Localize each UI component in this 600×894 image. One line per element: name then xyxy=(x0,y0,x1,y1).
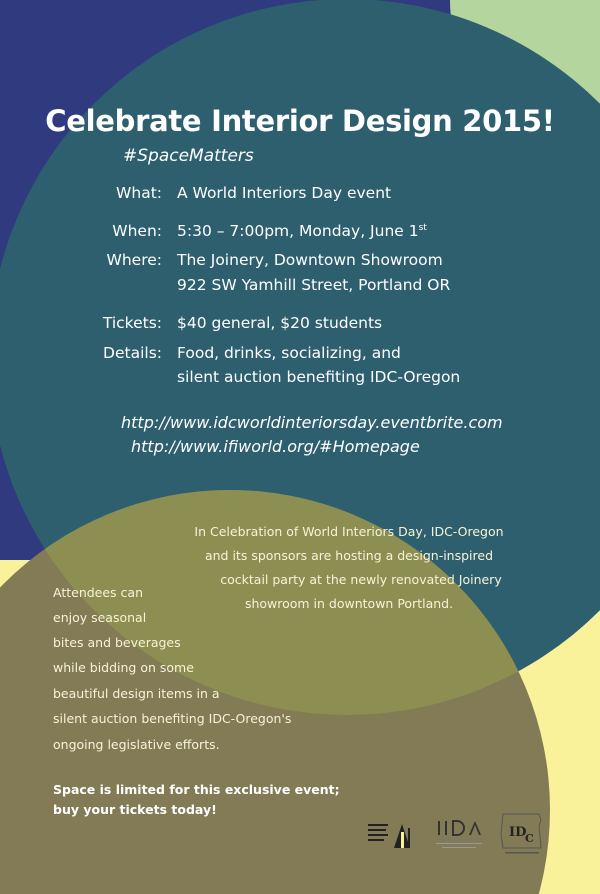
attendees-line: bites and beverages xyxy=(53,635,181,650)
where-label: Where: xyxy=(106,251,162,269)
where-line-1: The Joinery, Downtown Showroom xyxy=(177,251,443,269)
limited-line: buy your tickets today! xyxy=(53,802,217,817)
celebration-line: In Celebration of World Interiors Day, IDC-Oregon xyxy=(194,524,504,539)
details-line-1: Food, drinks, socializing, and xyxy=(177,344,401,362)
eventbrite-link[interactable]: http://www.idcworldinteriorsday.eventbrite.com xyxy=(121,413,503,432)
when-label: When: xyxy=(112,222,162,240)
limited-line: Space is limited for this exclusive event; xyxy=(53,782,340,797)
hashtag: #SpaceMatters xyxy=(123,146,254,166)
celebration-line: and its sponsors are hosting a design-inspired xyxy=(204,548,494,563)
svg-text:C: C xyxy=(525,832,534,845)
celebration-line: cocktail party at the newly renovated Joinery xyxy=(220,572,502,587)
attendees-line: Attendees can xyxy=(53,585,144,600)
what-label: What: xyxy=(116,184,162,202)
tickets-label: Tickets: xyxy=(102,314,162,332)
details-line-2: silent auction benefiting IDC-Oregon xyxy=(177,368,461,386)
ifiworld-link[interactable]: http://www.ifiworld.org/#Homepage xyxy=(131,437,420,456)
limited-notice xyxy=(53,780,340,820)
attendees-line: enjoy seasonal xyxy=(53,610,147,625)
attendees-line: silent auction benefiting IDC-Oregon's xyxy=(53,711,292,726)
celebration-paragraph xyxy=(160,520,538,616)
iida-mark-icon xyxy=(436,819,486,851)
idc-logo xyxy=(499,812,545,856)
when-value xyxy=(177,222,427,240)
asid-logo xyxy=(368,822,418,850)
attendees-line: ongoing legislative efforts. xyxy=(53,737,220,752)
page-title: Celebrate Interior Design 2015! xyxy=(45,104,555,138)
what-value: A World Interiors Day event xyxy=(177,184,392,202)
attendees-line: while bidding on some xyxy=(53,660,194,675)
attendees-line: beautiful design items in a xyxy=(53,686,220,701)
celebration-line: showroom in downtown Portland. xyxy=(244,596,454,611)
tickets-value: $40 general, $20 students xyxy=(177,314,383,332)
svg-text:ID: ID xyxy=(509,825,527,840)
when-text: 5:30 – 7:00pm, Monday, June 1 xyxy=(177,222,419,240)
idc-oregon-icon xyxy=(499,812,545,856)
details-label: Details: xyxy=(103,344,162,362)
when-suffix: st xyxy=(418,222,427,233)
where-line-2: 922 SW Yamhill Street, Portland OR xyxy=(177,276,451,294)
iida-logo xyxy=(436,819,486,851)
asid-mark-icon xyxy=(368,822,418,850)
